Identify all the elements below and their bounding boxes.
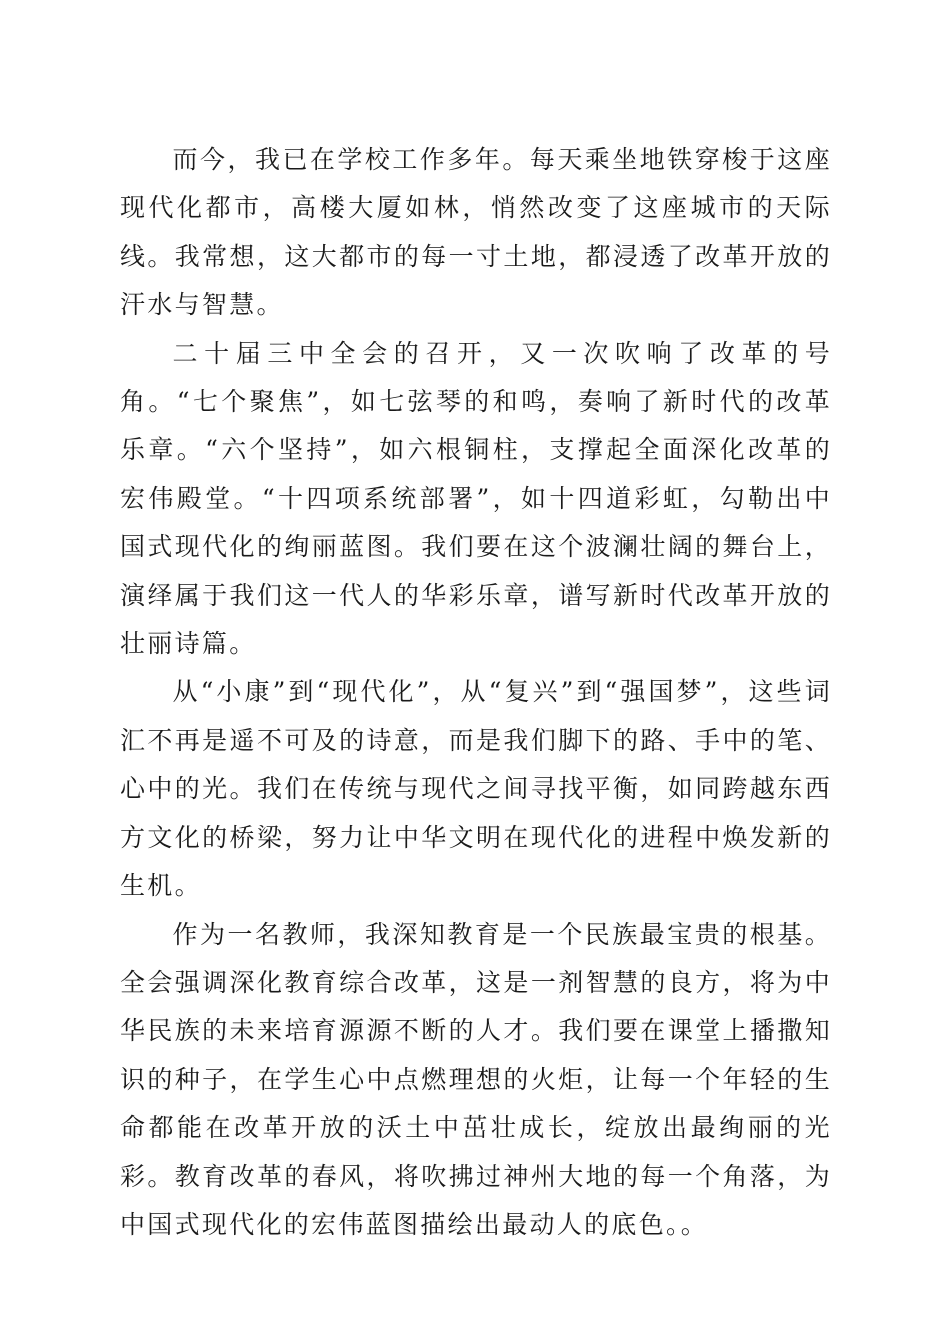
- paragraph-2: 二十届三中全会的召开，又一次吹响了改革的号角。“七个聚焦”，如七弦琴的和鸣，奏响了新时代的改革乐章。“六个坚持”，如六根铜柱，支撑起全面深化改革的宏伟殿堂。“十四项系统部署”，如十四道彩虹，勾勒出中国式现代化的绚丽蓝图。我们要在这个波澜壮阔的舞台上，演绎属于我们这一代人的华彩乐章，谱写新时代改革开放的壮丽诗篇。: [120, 338, 832, 659]
- paragraph-3: 从“小康”到“现代化”，从“复兴”到“强国梦”，这些词汇不再是遥不可及的诗意，而是我们脚下的路、手中的笔、心中的光。我们在传统与现代之间寻找平衡，如同跨越东西方文化的桥梁，努力让中华文明在现代化的进程中焕发新的生机。: [120, 677, 832, 901]
- paragraph-4: 作为一名教师，我深知教育是一个民族最宝贵的根基。全会强调深化教育综合改革，这是一剂智慧的良方，将为中华民族的未来培育源源不断的人才。我们要在课堂上播撒知识的种子，在学生心中点燃理想的火炬，让每一个年轻的生命都能在改革开放的沃土中茁壮成长，绽放出最绚丽的光彩。教育改革的春风，将吹拂过神州大地的每一个角落，为中国式现代化的宏伟蓝图描绘出最动人的底色。。: [120, 919, 832, 1239]
- paragraph-1: 而今，我已在学校工作多年。每天乘坐地铁穿梭于这座现代化都市，高楼大厦如林，悄然改变了这座城市的天际线。我常想，这大都市的每一寸土地，都浸透了改革开放的汗水与智慧。: [120, 145, 832, 320]
- document-body: [120, 136, 832, 1249]
